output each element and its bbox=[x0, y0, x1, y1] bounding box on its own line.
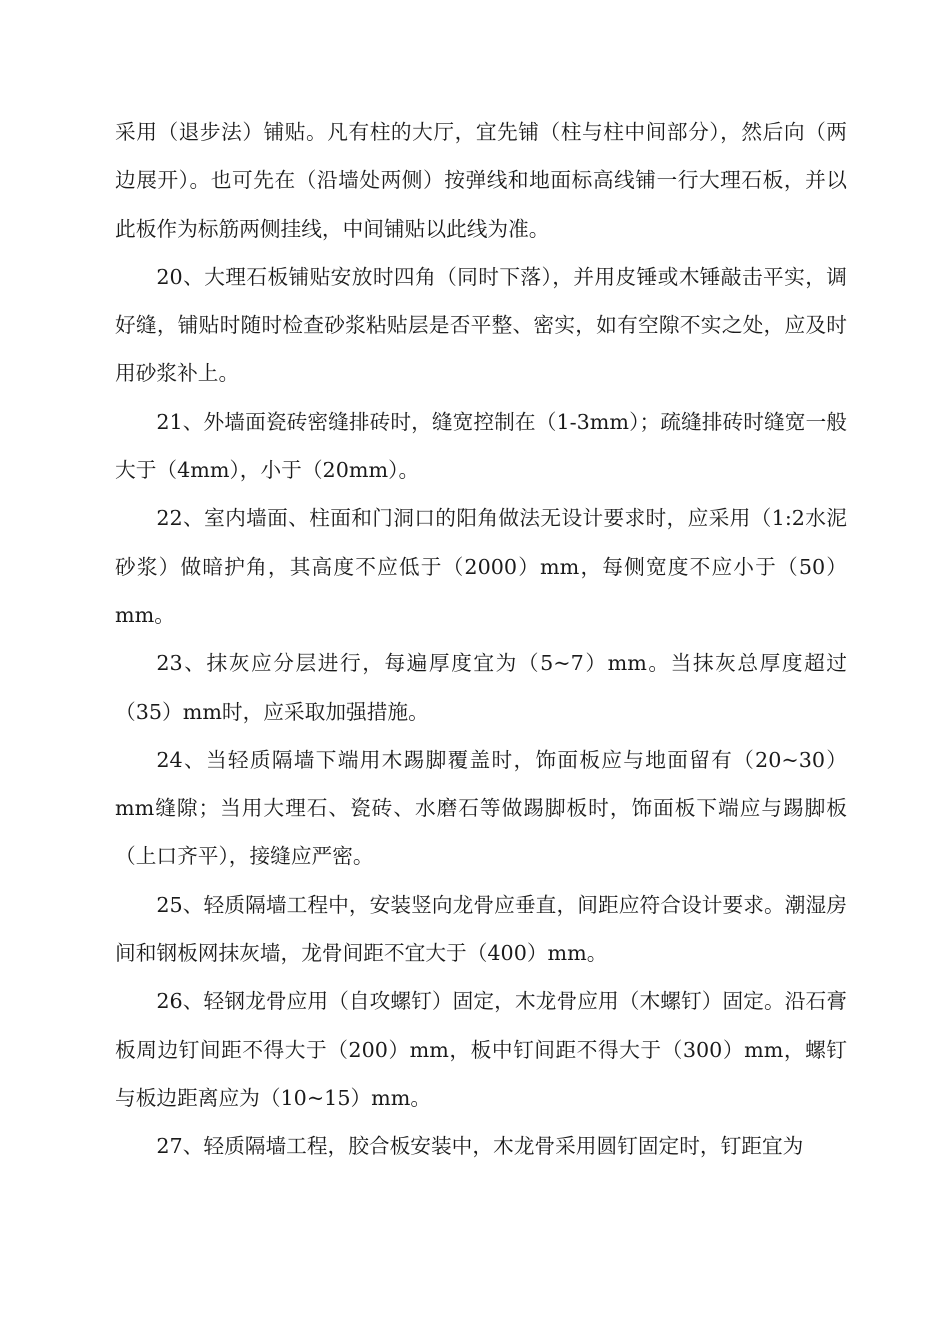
paragraph-24: 24、当轻质隔墙下端用木踢脚覆盖时，饰面板应与地面留有（20~30）mm缝隙；当用大理石、瓷砖、水磨石等做踢脚板时，饰面板下端应与踢脚板（上口齐平），接缝应严密。 bbox=[115, 747, 847, 869]
document-page bbox=[115, 108, 847, 1171]
paragraph-27: 27、轻质隔墙工程，胶合板安装中，木龙骨采用圆钉固定时，钉距宜为 bbox=[156, 1134, 804, 1159]
paragraph-intro: 采用（退步法）铺贴。凡有柱的大厅，宜先铺（柱与柱中间部分），然后向（两边展开）。也可先在（沿墙处两侧）按弹线和地面标高线铺一行大理石板，并以此板作为标筋两侧挂线，中间铺贴以此线为准。 bbox=[115, 120, 847, 241]
paragraph-22: 22、室内墙面、柱面和门洞口的阳角做法无设计要求时，应采用（1:2水泥砂浆）做暗护角，其高度不应低于（2000）mm，每侧宽度不应小于（50）mm。 bbox=[115, 506, 847, 627]
paragraph-21: 21、外墙面瓷砖密缝排砖时，缝宽控制在（1-3mm）；疏缝排砖时缝宽一般大于（4mm），小于（20mm）。 bbox=[115, 409, 847, 483]
paragraph-20: 20、大理石板铺贴安放时四角（同时下落），并用皮锤或木锤敲击平实，调好缝，铺贴时随时检查砂浆粘贴层是否平整、密实，如有空隙不实之处，应及时用砂浆补上。 bbox=[115, 264, 847, 386]
paragraph-23: 23、抹灰应分层进行，每遍厚度宜为（5~7）mm。当抹灰总厚度超过（35）mm时，应采取加强措施。 bbox=[115, 651, 847, 724]
paragraph-25: 25、轻质隔墙工程中，安装竖向龙骨应垂直，间距应符合设计要求。潮湿房间和钢板网抹灰墙，龙骨间距不宜大于（400）mm。 bbox=[115, 892, 847, 966]
paragraph-26: 26、轻钢龙骨应用（自攻螺钉）固定，木龙骨应用（木螺钉）固定。沿石膏板周边钉间距不得大于（200）mm，板中钉间距不得大于（300）mm，螺钉与板边距离应为（10~15）mm。 bbox=[115, 989, 847, 1110]
